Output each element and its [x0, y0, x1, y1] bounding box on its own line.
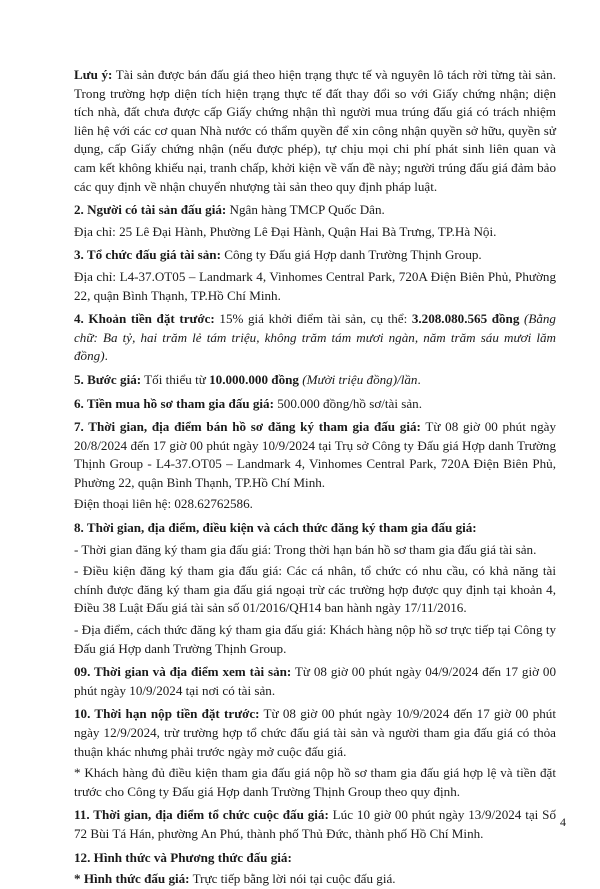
section-2-heading: [74, 201, 556, 220]
section-11: [74, 806, 556, 843]
section-3-heading: [74, 246, 556, 265]
section-5: [74, 371, 556, 390]
section-3-label: 3. Tổ chức đấu giá tài sản:: [74, 247, 221, 263]
section-4-text: 15% giá khởi điểm tài sản, cụ thể:: [214, 311, 412, 327]
section-12-item: [74, 870, 556, 889]
section-5-label: 5. Bước giá:: [74, 371, 142, 387]
section-4-end: .: [104, 348, 108, 364]
note-paragraph: [74, 66, 556, 196]
note-text: Tài sản được bán đấu giá theo hiện trạng thực tế và nguyên lô tách rời từng tài sản. Trong trường hợp diện tích hiện trạng thực tế đất thay đổi so với Giấy chứng nhận; diện tích nhà, đất chưa được cấp Giấy chứng nhận thì người mua trúng đấu giá có trách nhiệm liên hệ với các cơ quan Nhà nước có thẩm quyền để xin công nhận quyền sở hữu, quyền sử dụng, cấp Giấy chứng nhận (nếu được phép), tự chịu mọi chi phí phát sinh liên quan và cam kết không khiếu nại, tranh chấp, khởi kiện về vấn đề này; người trúng đấu giá đảm bảo các quy định về nhận chuyển nhượng tài sản theo quy định pháp luật.: [74, 67, 556, 194]
section-8-item-time: - Thời gian đăng ký tham gia đấu giá: Trong thời hạn bán hồ sơ tham gia đấu giá tài sản.: [74, 541, 537, 557]
section-4-label: 4. Khoản tiền đặt trước:: [74, 311, 215, 327]
section-5-text: Tối thiểu từ: [141, 371, 210, 387]
section-10-note: * Khách hàng đủ điều kiện tham gia đấu giá nộp hồ sơ tham gia đấu giá hợp lệ và tiền đặt trước cho Công ty Đấu giá Hợp danh Trường Thịnh Group theo quy định.: [74, 765, 556, 799]
section-6-label: 6. Tiền mua hồ sơ tham gia đấu giá:: [74, 395, 274, 411]
section-12-heading: [74, 849, 556, 868]
section-2-label: 2. Người có tài sản đấu giá:: [74, 202, 227, 218]
section-12-item-text: Trực tiếp bằng lời nói tại cuộc đấu giá.: [189, 871, 396, 887]
document-body: [74, 66, 556, 889]
section-7-label: 7. Thời gian, địa điểm bán hồ sơ đăng ký tham gia đấu giá:: [74, 419, 421, 435]
section-10-label: 10. Thời hạn nộp tiền đặt trước:: [74, 706, 260, 722]
section-8-item-conditions: - Điều kiện đăng ký tham gia đấu giá: Các cá nhân, tổ chức có nhu cầu, có khả năng tài chính được đăng ký tham gia đấu giá ngoại trừ các trường hợp được quy định tại khoản 4, Điều 38 Luật Đấu giá tài sản số 01/2016/QH14 ban hành ngày 17/11/2016.: [74, 563, 556, 616]
section-2-text: Ngân hàng TMCP Quốc Dân.: [226, 202, 385, 218]
section-11-text: Lúc 10 giờ 00 phút ngày 13/9/2024 tại Số 72 Bùi Tá Hán, phường An Phú, thành phố Thủ Đức, thành phố Hồ Chí Minh.: [74, 807, 556, 841]
section-5-words: (Mười triệu đồng)/lần: [298, 371, 418, 387]
section-7-phone: Điện thoại liên hệ: 028.62762586.: [74, 496, 253, 512]
section-8-heading: [74, 519, 556, 538]
section-10-text: Từ 08 giờ 00 phút ngày 10/9/2024 đến 17 giờ 00 phút ngày 12/9/2024, trừ trường hợp tổ chức đấu giá tài sản và người tham gia đấu giá có thỏa thuận khác nhưng phải trước ngày mở cuộc đấu giá.: [74, 706, 556, 759]
section-7-text: Từ 08 giờ 00 phút ngày 20/8/2024 đến 17 giờ 00 phút ngày 10/9/2024 tại Trụ sở Công ty Đấu giá Hợp danh Trường Thịnh Group - L4-37.OT05 – Landmark 4, Vinhomes Central Park, 720A Điện Biên Phủ, Phường 22, quận Bình Thạnh, TP.Hồ Chí Minh.: [74, 419, 556, 490]
section-5-amount: 10.000.000 đồng: [209, 371, 299, 387]
section-4-amount: 3.208.080.565 đồng: [411, 311, 520, 327]
section-6-text: 500.000 đồng/hồ sơ/tài sản.: [273, 395, 422, 411]
section-3-address: Địa chỉ: L4-37.OT05 – Landmark 4, Vinhomes Central Park, 720A Điện Biên Phủ, Phường 22, quận Bình Thạnh, TP.Hồ Chí Minh.: [74, 268, 556, 303]
section-7: [74, 418, 556, 492]
section-12-label: 12. Hình thức và Phương thức đấu giá:: [74, 849, 292, 865]
section-9: [74, 663, 556, 700]
section-9-text: Từ 08 giờ 00 phút ngày 04/9/2024 đến 17 giờ 00 phút ngày 10/9/2024 tại nơi có tài sản.: [74, 664, 557, 698]
section-4-words: (Bằng chữ: Ba tỷ, hai trăm lẻ tám triệu, không trăm tám mươi ngàn, năm trăm sáu mươi lăm đồng): [74, 311, 556, 364]
section-5-end: .: [417, 371, 421, 387]
section-8-label: 8. Thời gian, địa điểm, điều kiện và cách thức đăng ký tham gia đấu giá:: [74, 520, 477, 536]
section-3-text: Công ty Đấu giá Hợp danh Trường Thịnh Group.: [220, 247, 482, 263]
section-11-label: 11. Thời gian, địa điểm tổ chức cuộc đấu giá:: [74, 807, 329, 823]
section-12-item-label: * Hình thức đấu giá:: [74, 871, 190, 887]
section-9-label: 09. Thời gian và địa điểm xem tài sản:: [74, 664, 292, 680]
section-6: [74, 395, 556, 414]
page-number: 4: [560, 815, 566, 830]
section-10: [74, 705, 556, 761]
note-label: Lưu ý:: [74, 67, 113, 82]
section-8-item-location: - Địa điểm, cách thức đăng ký tham gia đấu giá: Khách hàng nộp hồ sơ trực tiếp tại Công ty Đấu giá Hợp danh Trường Thịnh Group.: [74, 622, 556, 656]
section-2-address: Địa chỉ: 25 Lê Đại Hành, Phường Lê Đại Hành, Quận Hai Bà Trưng, TP.Hà Nội.: [74, 223, 497, 239]
section-4: [74, 310, 556, 366]
